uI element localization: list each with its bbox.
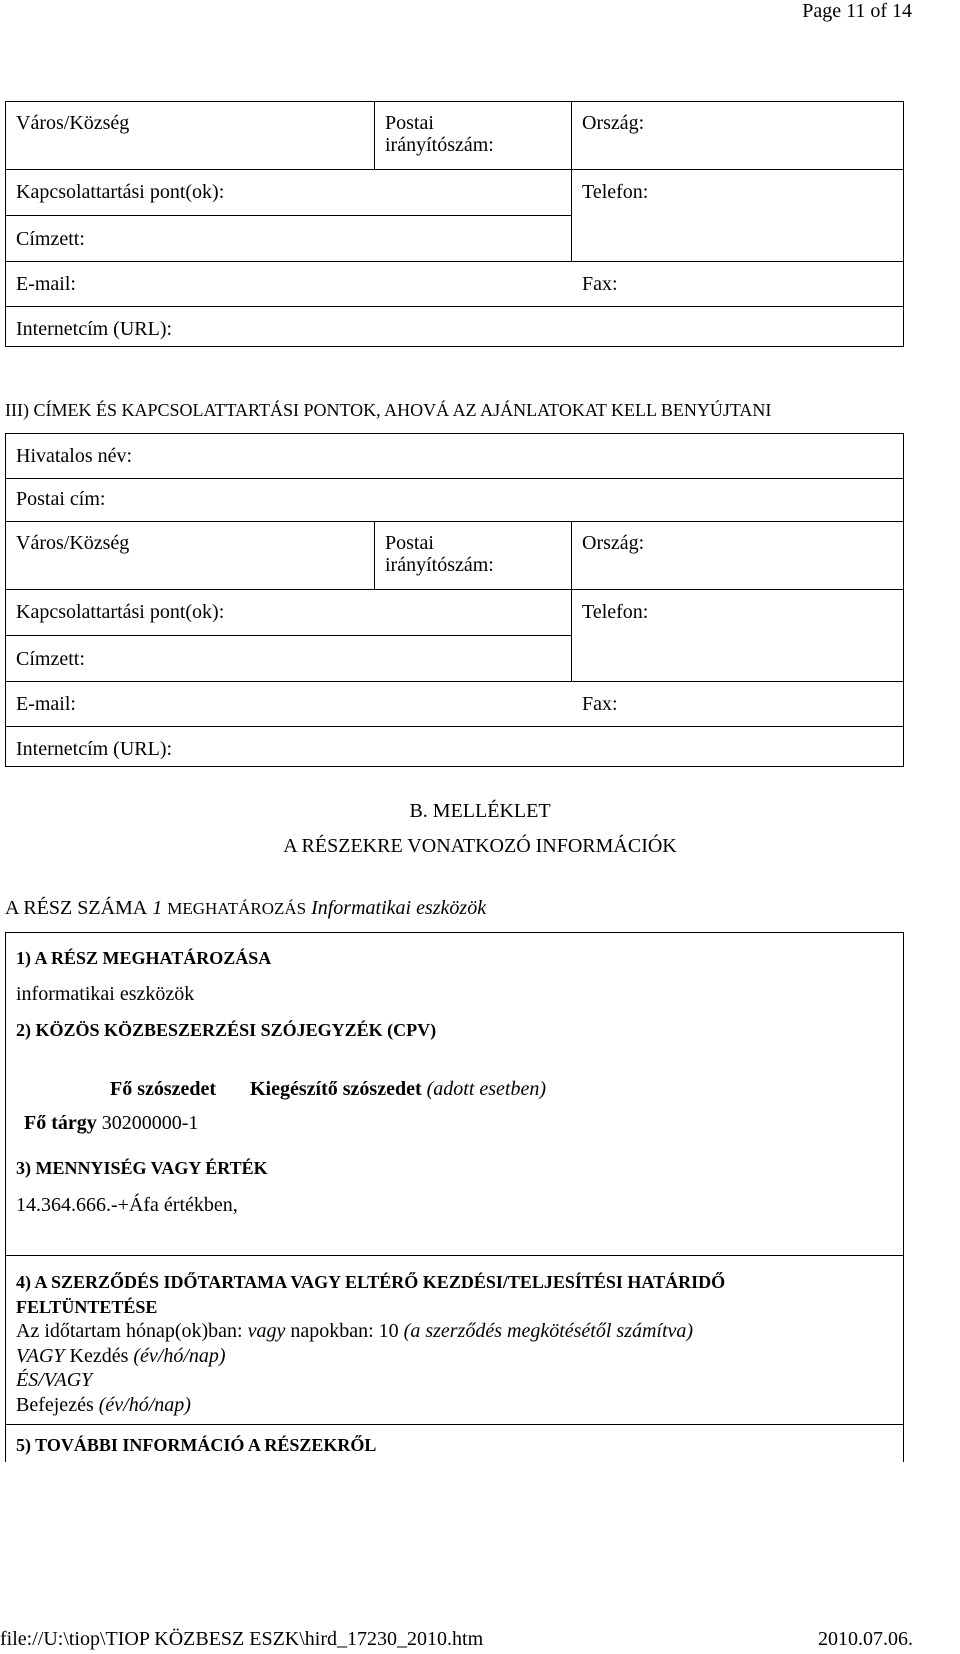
postal-code-label [385,112,494,156]
url-label: Internetcím (URL): [16,738,173,760]
postal-code-label-line2: irányítószám: [385,554,494,576]
postal-code-label-line2: irányítószám: [385,134,494,156]
section4-title-line2: FELTÜNTETÉSE [16,1297,158,1317]
section1-value: informatikai eszközök [16,983,195,1005]
duration-days-label: napokban: [290,1320,374,1342]
country-label: Ország: [582,532,645,554]
end-label: Befejezés [16,1394,94,1416]
duration-or: vagy [247,1320,286,1342]
duration-days-value: 10 [378,1320,399,1342]
end-line [16,1394,191,1416]
supp-vocab-note: (adott esetben) [426,1078,547,1100]
main-object [24,1112,198,1134]
url-label: Internetcím (URL): [16,318,173,340]
section5-title: 5) TOVÁBBI INFORMÁCIÓ A RÉSZEKRŐL [16,1435,377,1455]
duration-line [16,1320,693,1342]
end-date-format: (év/hó/nap) [98,1394,191,1416]
footer-path: file://U:\tiop\TIOP KÖZBESZ ESZK\hird_17230_2010.htm [0,1628,484,1650]
postal-code-label-line1: Postai [385,112,434,134]
duration-note: (a szerződés megkötésétől számítva) [403,1320,694,1342]
and-or-line [16,1369,92,1391]
lot-number: 1 [152,897,163,919]
lot-line [5,897,486,920]
duration-label: Az időtartam hónap(ok)ban: [16,1320,243,1342]
country-label: Ország: [582,112,645,134]
section3-value: 14.364.666.-+Áfa értékben, [16,1194,238,1216]
attention-label: Címzett: [16,228,85,250]
or-label: VAGY [16,1345,65,1367]
fax-label: Fax: [582,273,618,295]
page-number: Page 11 of 14 [802,0,912,22]
phone-label: Telefon: [582,601,649,623]
section4-title-line1: 4) A SZERZŐDÉS IDŐTARTAMA VAGY ELTÉRŐ KEZDÉSI/TELJESÍTÉSI HATÁRIDŐ [16,1272,726,1292]
main-object-label: Fő tárgy [24,1112,97,1134]
city-label: Város/Község [16,532,130,554]
phone-label: Telefon: [582,181,649,203]
postal-address-label: Postai cím: [16,488,106,510]
start-label: Kezdés [69,1345,129,1367]
contact-point-label: Kapcsolattartási pont(ok): [16,181,225,203]
section3-title: III) CÍMEK ÉS KAPCSOLATTARTÁSI PONTOK, AHOVÁ AZ AJÁNLATOKAT KELL BENYÚJTANI [5,400,772,420]
supp-vocab-label: Kiegészítő szószedet [250,1078,422,1100]
annex-subtitle: A RÉSZEKRE VONATKOZÓ INFORMÁCIÓK [283,835,677,857]
email-label: E-mail: [16,693,76,715]
annex-title: B. MELLÉKLET [409,800,551,822]
section1-title: 1) A RÉSZ MEGHATÁROZÁSA [16,948,272,968]
attention-label: Címzett: [16,648,85,670]
email-label: E-mail: [16,273,76,295]
lot-definition: Informatikai eszközök [311,897,487,919]
and-or-label: ÉS/VAGY [16,1369,93,1391]
supp-vocab [250,1078,546,1100]
postal-code-label [385,532,494,576]
section3-title: 3) MENNYISÉG VAGY ÉRTÉK [16,1158,268,1178]
postal-code-label-line1: Postai [385,532,434,554]
lot-number-label: A RÉSZ SZÁMA [5,897,148,919]
start-date-format: (év/hó/nap) [133,1345,226,1367]
official-name-label: Hivatalos név: [16,445,133,467]
main-vocab-label: Fő szószedet [110,1078,217,1100]
cpv-code: 30200000-1 [101,1112,199,1134]
contact-point-label: Kapcsolattartási pont(ok): [16,601,225,623]
fax-label: Fax: [582,693,618,715]
city-label: Város/Község [16,112,130,134]
footer-date: 2010.07.06. [818,1628,913,1650]
section2-title: 2) KÖZÖS KÖZBESZERZÉSI SZÓJEGYZÉK (CPV) [16,1020,437,1040]
lot-definition-label: MEGHATÁROZÁS [167,899,307,918]
start-line [16,1345,226,1367]
